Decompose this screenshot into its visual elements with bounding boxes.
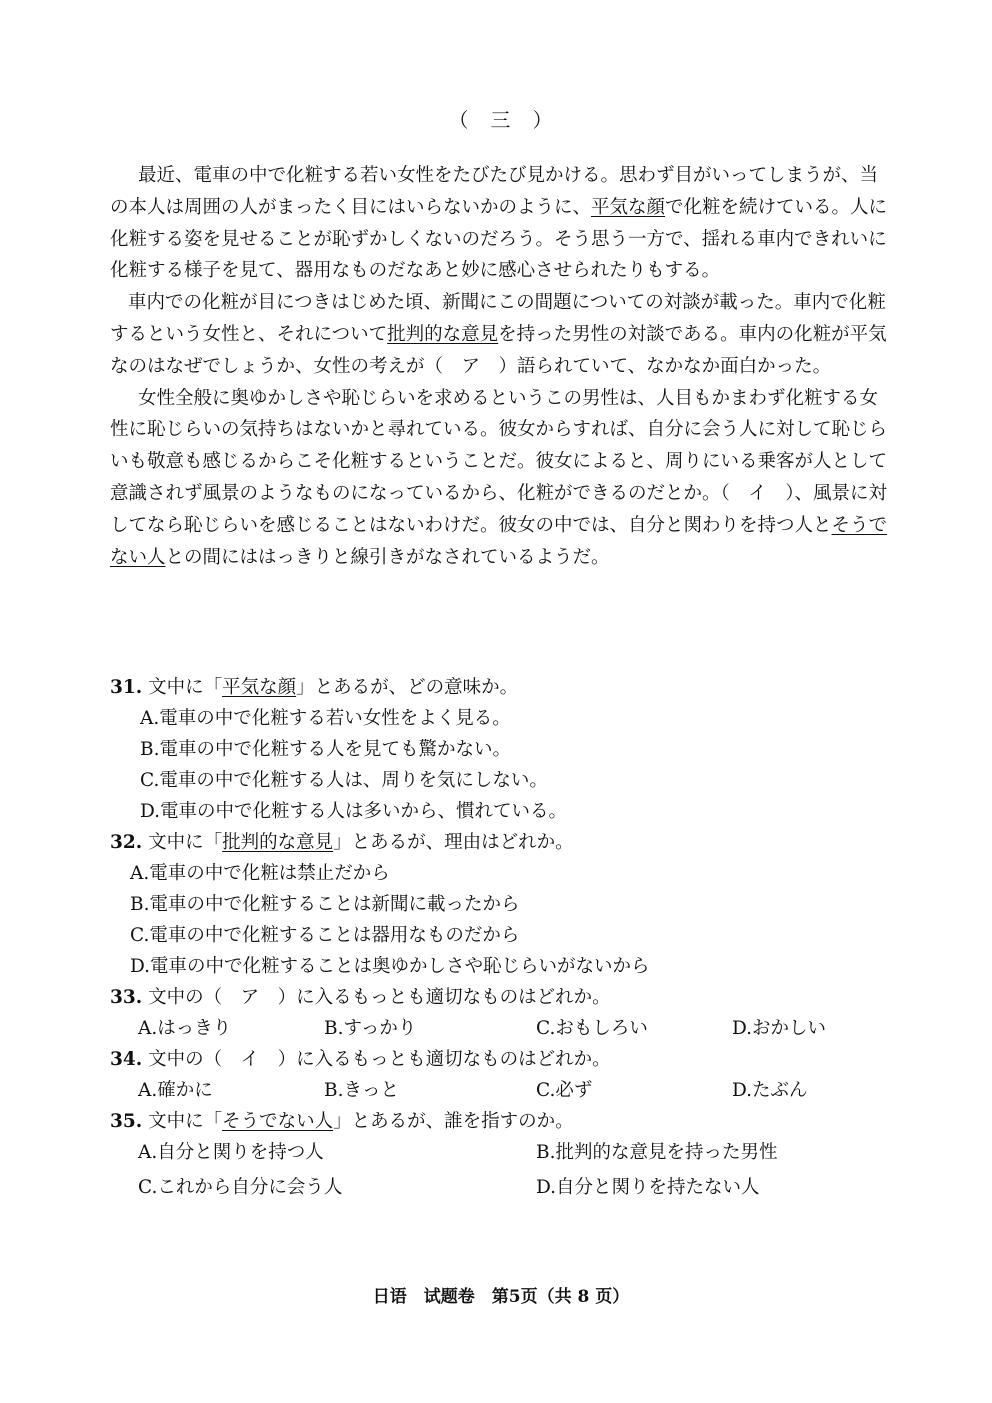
underlined-phrase-hihanteki-na-iken: 批判的な意見 — [387, 323, 499, 345]
reading-passage — [110, 160, 890, 573]
option-b: B.きっと — [324, 1080, 399, 1101]
question-31 — [110, 672, 900, 827]
question-stem: 33. 文中の（ ア ）に入るもっとも適切なものはどれか。 — [110, 987, 611, 1008]
question-list — [110, 672, 900, 1203]
option-d: D.電車の中で化粧することは奥ゆかしさや恥じらいがないから — [130, 956, 650, 977]
section-title: （ 三 ） — [448, 108, 554, 132]
option-c: C.おもしろい — [536, 1018, 648, 1039]
option-row — [110, 1075, 900, 1106]
page-footer: 日语 试题卷 第5页（共 8 页） — [372, 1287, 630, 1307]
option-d: D.たぶん — [732, 1080, 808, 1101]
option-d: D.電車の中で化粧する人は多いから、慣れている。 — [140, 801, 568, 822]
option-c: C.これから自分に会う人 — [138, 1177, 343, 1198]
option-a: A.電車の中で化粧する若い女性をよく見る。 — [140, 708, 511, 729]
question-stem: 35. 文中に「そうでない人」とあるが、誰を指すのか。 — [110, 1111, 574, 1132]
question-32 — [110, 827, 900, 982]
passage-paragraph-2: 車内での化粧が目につきはじめた頃、新聞にこの間題についての対談が載った。車内で化粧するという女性と、それについて批判的な意見を持った男性の対談である。車内の化粧が平気なのはなぜでしょうか、女性の考えが（ ア ）語られていて、なかなか面白かった。 — [110, 292, 887, 377]
option-row — [110, 1013, 900, 1044]
question-33 — [110, 982, 900, 1044]
passage-paragraph-3: 女性全般に奥ゆかしさや恥じらいを求めるというこの男性は、人目もかまわず化粧する女性に恥じらいの気持ちはないかと尋れている。彼女からすれば、自分に会う人に対して恥じらいも敬意も感じるからこそ化粧するということだ。彼女によると、周りにいる乗客が人として意識されず風景のようなものになっているから、化粧ができるのだとか。（ イ ）、風景に対してなら恥じらいを感じることはないわけだ。彼女の中では、自分と関わりを持つ人とそうでない人との間にははっきりと線引きがなされているようだ。 — [110, 387, 888, 568]
option-b: B.電車の中で化粧する人を見ても驚かない。 — [140, 739, 511, 760]
option-c: C.電車の中で化粧することは器用なものだから — [130, 925, 520, 946]
passage-paragraph-1: 最近、電車の中で化粧する若い女性をたびたび見かける。思わず目がいってしまうが、当の本人は周囲の人がまったく目にはいらないかのように、平気な顔で化粧を続けている。人に化粧する姿を見せることが恥ずかしくないのだろう。そう思う一方で、揺れる車内できれいに化粧する様子を見て、器用なものだなあと妙に感心させられたりもする。 — [110, 165, 888, 282]
option-d: D.自分と関りを持たない人 — [536, 1177, 760, 1198]
option-grid — [110, 1137, 900, 1203]
option-a: A.確かに — [138, 1080, 213, 1101]
question-stem: 32. 文中に「批判的な意見」とあるが、理由はどれか。 — [110, 832, 574, 853]
question-35 — [110, 1106, 900, 1203]
option-a: A.電車の中で化粧は禁止だから — [130, 863, 390, 884]
question-34 — [110, 1044, 900, 1106]
question-stem: 31. 文中に「平気な顔」とあるが、どの意味か。 — [110, 677, 519, 698]
option-b: B.すっかり — [324, 1018, 417, 1039]
option-d: D.おかしい — [732, 1018, 827, 1039]
option-c: C.電車の中で化粧する人は、周りを気にしない。 — [140, 770, 548, 791]
option-a: A.はっきり — [138, 1018, 232, 1039]
underlined-phrase-heiki-na-kao: 平気な顔 — [591, 196, 666, 218]
underlined-phrase-sou-de-nai-hito: そうでない人 — [110, 514, 888, 568]
option-c: C.必ず — [536, 1080, 593, 1101]
option-a: A.自分と関りを持つ人 — [138, 1142, 324, 1163]
option-b: B.批判的な意見を持った男性 — [536, 1142, 778, 1163]
question-stem: 34. 文中の（ イ ）に入るもっとも適切なものはどれか。 — [110, 1049, 611, 1070]
option-b: B.電車の中で化粧することは新聞に載ったから — [130, 894, 520, 915]
